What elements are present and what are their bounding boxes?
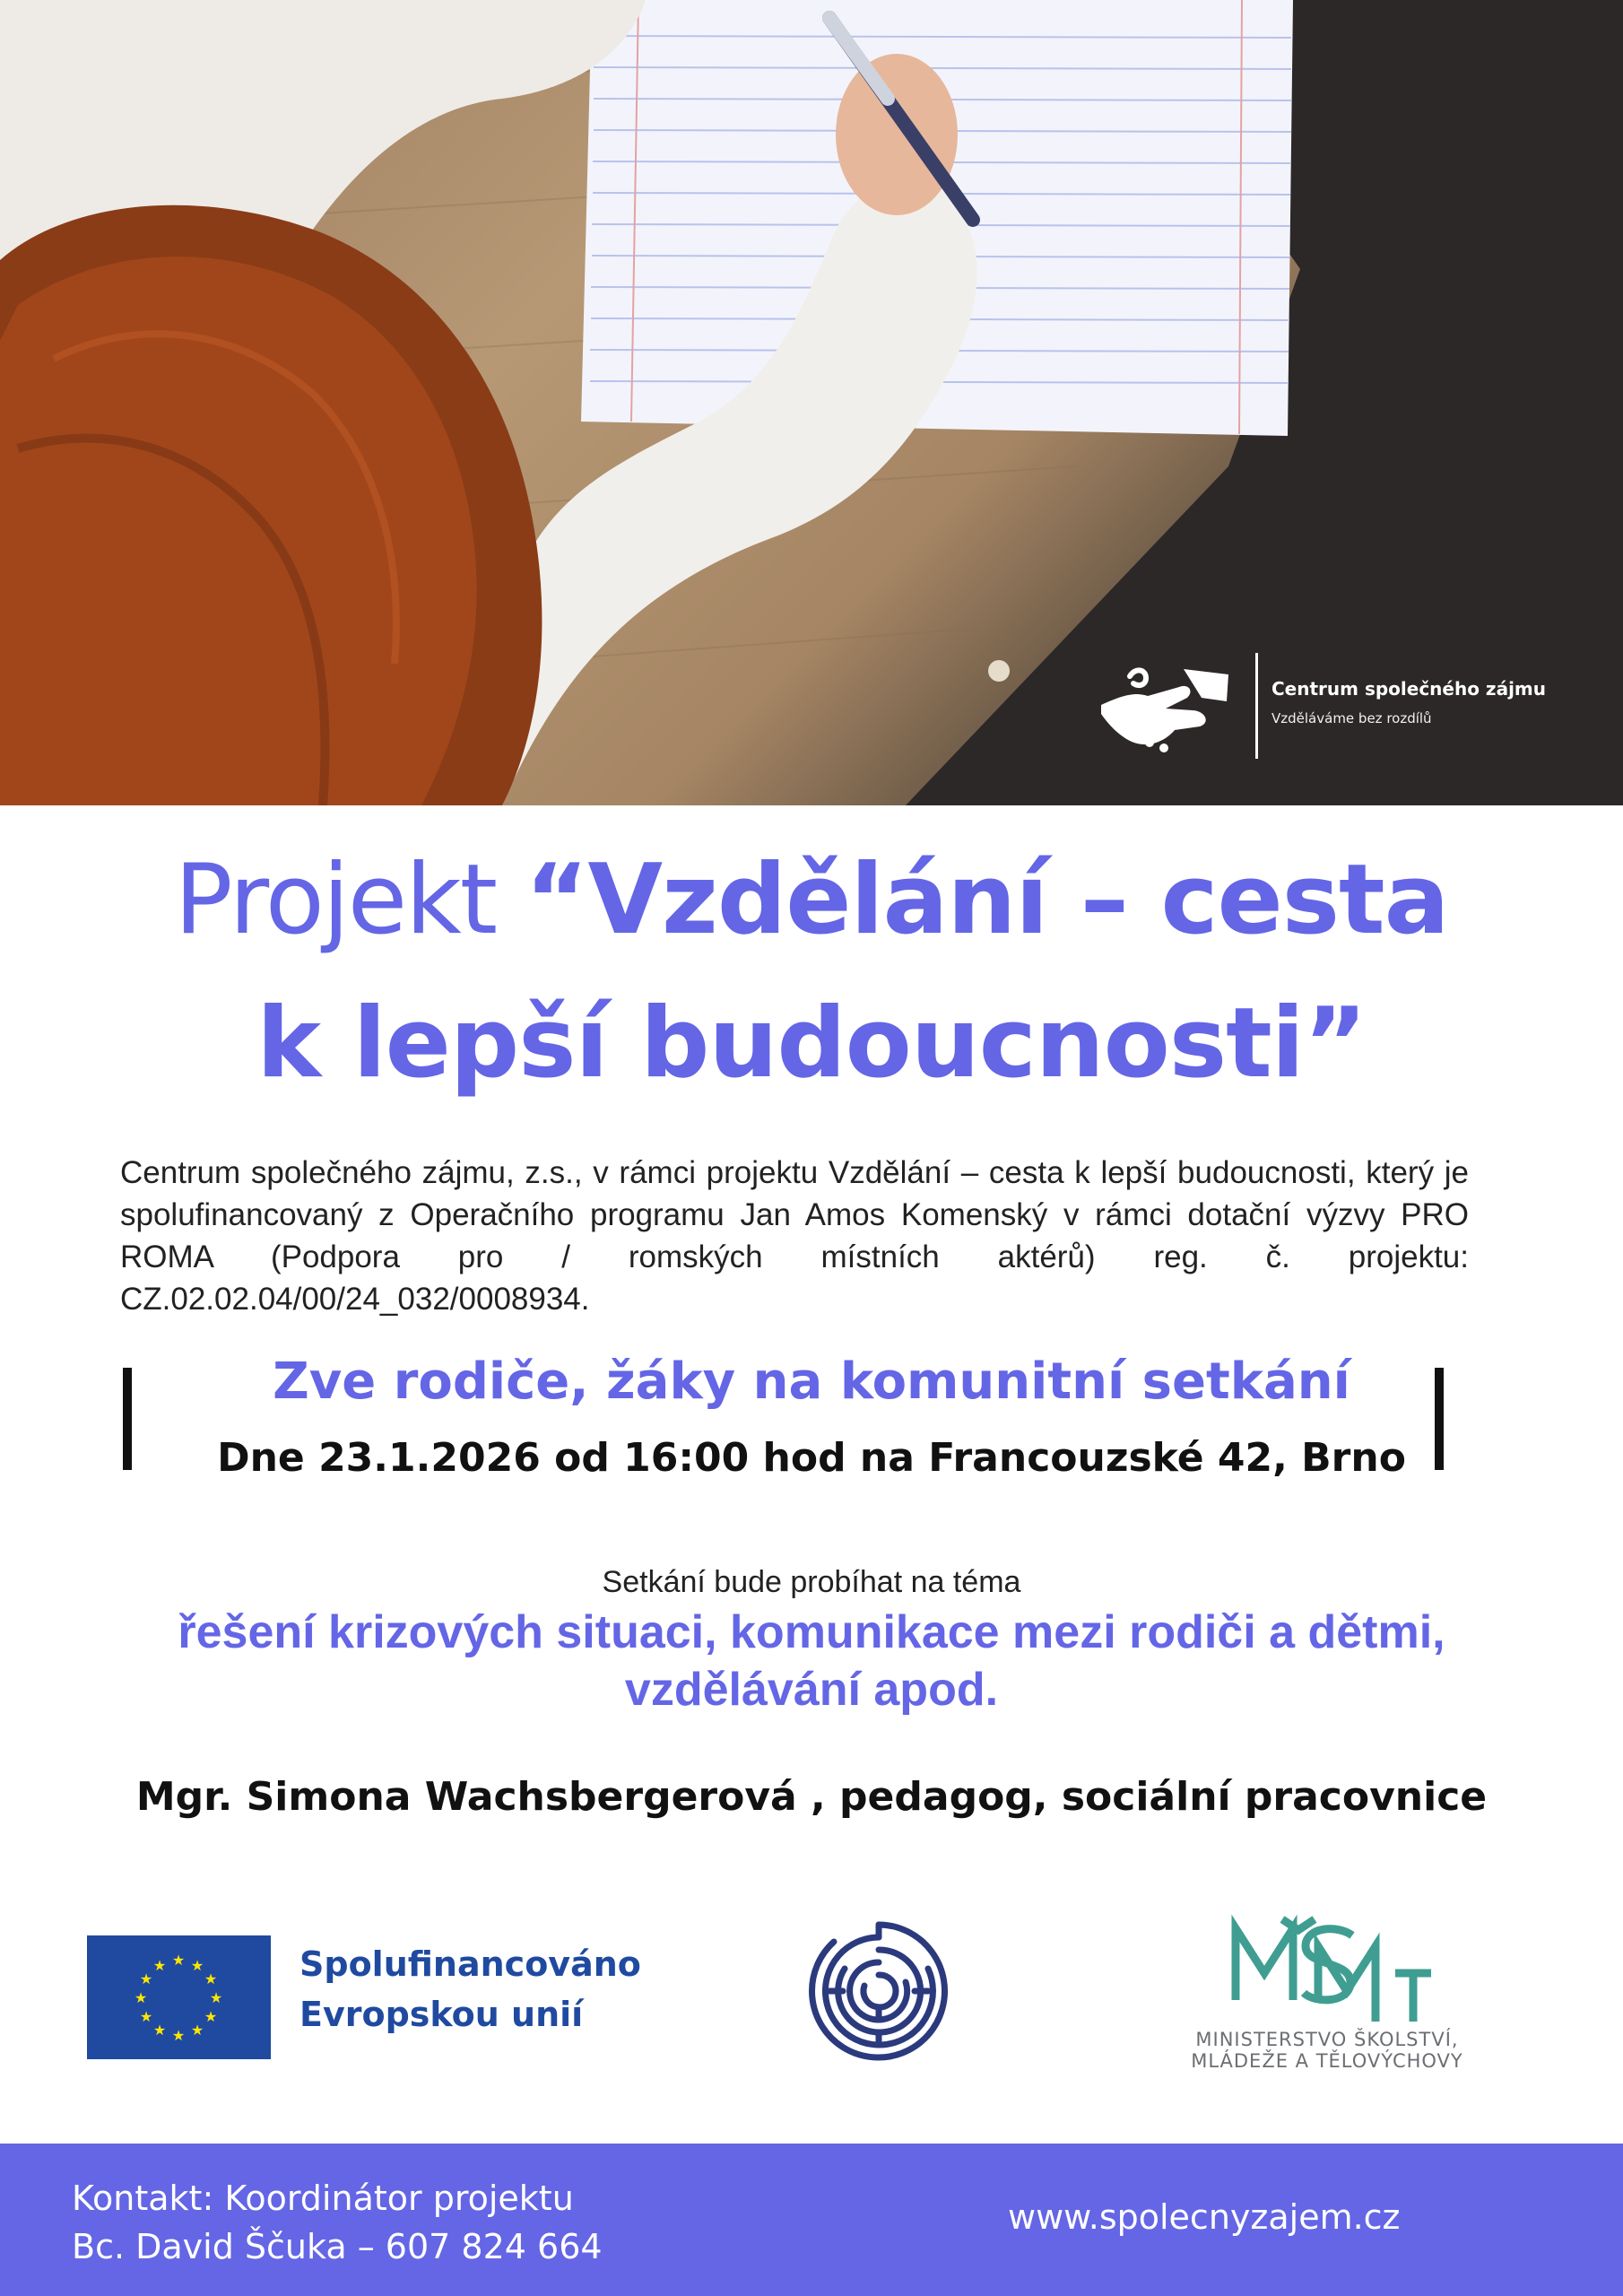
svg-text:★: ★ [134, 1989, 148, 2006]
logo-divider [1255, 653, 1258, 759]
website-link[interactable]: www.spolecnyzajem.cz [1008, 2197, 1401, 2237]
maze-logo-icon [807, 1919, 950, 2063]
svg-text:★: ★ [190, 2022, 204, 2039]
topic-text: řešení krizových situaci, komunikace mezi rodiči a dětmi, vzdělávání apod. [178, 1606, 1445, 1716]
project-title-line1 [0, 844, 1623, 956]
svg-text:★: ★ [190, 1957, 204, 1974]
organization-tagline: Vzděláváme bez rozdílů [1271, 710, 1432, 726]
contact-line1: Kontakt: Koordinátor projektu [72, 2179, 574, 2218]
msmt-name-line2: MLÁDEŽE A TĚLOVÝCHOVY [1191, 2050, 1463, 2072]
hero-photo [0, 0, 1623, 805]
msmt-name [1139, 2029, 1515, 2072]
svg-text:★: ★ [139, 2008, 153, 2025]
msmt-name-line1: MINISTERSTVO ŠKOLSTVÍ, [1195, 2029, 1459, 2050]
eu-flag [87, 1935, 271, 2059]
svg-text:★: ★ [209, 1989, 223, 2006]
svg-text:★: ★ [204, 1970, 218, 1987]
svg-text:★: ★ [204, 2008, 218, 2025]
contact-line2: Bc. David Ščuka – 607 824 664 [72, 2227, 603, 2266]
event-date-location: Dne 23.1.2026 od 16:00 hod na Francouzské 42, Brno [217, 1435, 1406, 1481]
svg-text:★: ★ [171, 1952, 186, 1969]
organization-name: Centrum společného zájmu [1271, 678, 1546, 700]
contact-info [72, 2174, 603, 2271]
eu-cofinanced-text [299, 1939, 641, 2039]
handshake-icon [1094, 651, 1237, 759]
topic-label: Setkání bude probíhat na téma [602, 1565, 1021, 1599]
eu-text-line1: Spolufinancováno [299, 1944, 641, 1984]
svg-text:★: ★ [152, 1957, 167, 1974]
title-prefix: Projekt [174, 844, 525, 956]
svg-text:★: ★ [139, 1970, 153, 1987]
eu-stars-icon [87, 1935, 271, 2059]
eu-text-line2: Evropskou unií [299, 1995, 584, 2034]
footer [0, 2144, 1623, 2296]
speaker-line: Mgr. Simona Wachsbergerová , pedagog, sociální pracovnice [135, 1774, 1488, 1820]
intro-paragraph: Centrum společného zájmu, z.s., v rámci projektu Vzdělání – cesta k lepší budoucnosti, který je spolufinancovaný z Operačního programu Jan Amos Komenský v rámci dotační výzvy PRO ROMA (Podpora pro / romských místních aktérů) reg. č. projektu: CZ.02.02.04/00/24_032/0008934. [120, 1155, 1469, 1317]
svg-text:★: ★ [171, 2027, 186, 2044]
invitation-heading: Zve rodiče, žáky na komunitní setkání [273, 1352, 1350, 1411]
project-title-line2: k lepší budoucnosti” [256, 987, 1367, 1100]
organization-logo [1094, 651, 1596, 759]
title-bold: “Vzdělání – cesta [525, 844, 1449, 956]
svg-text:★: ★ [152, 2022, 167, 2039]
